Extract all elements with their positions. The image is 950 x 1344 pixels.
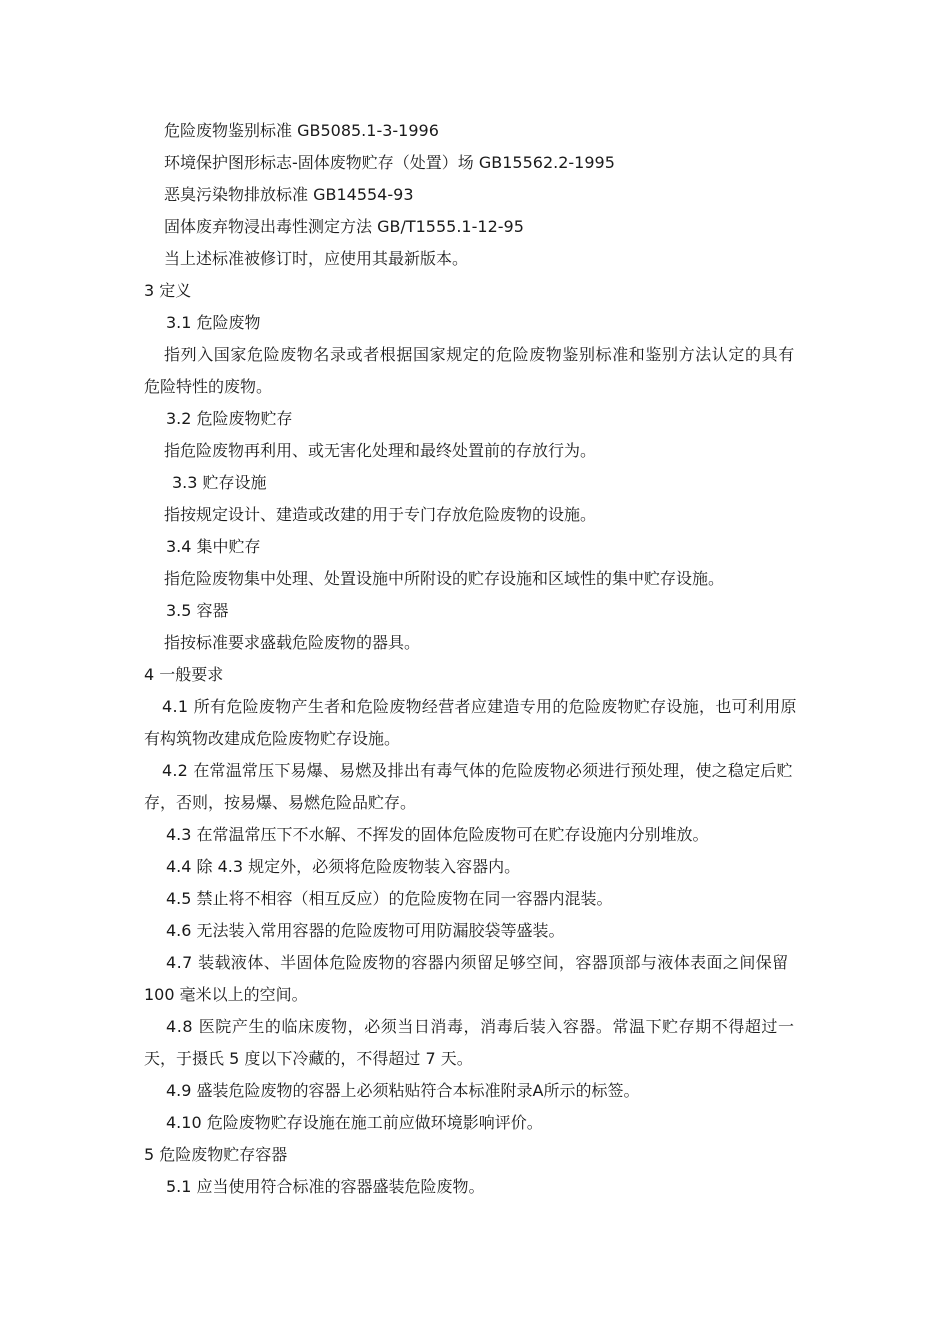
- paragraph: 指危险废物集中处理、处置设施中所附设的贮存设施和区域性的集中贮存设施。: [164, 569, 725, 588]
- clause: 4.5 禁止将不相容（相互反应）的危险废物在同一容器内混装。: [166, 889, 613, 908]
- clause: 4.2 在常温常压下易爆、易燃及排出有毒气体的危险废物必须进行预处理，使之稳定后贮: [162, 761, 793, 780]
- paragraph: 指列入国家危险废物名录或者根据国家规定的危险废物鉴别标准和鉴别方法认定的具有: [164, 345, 795, 364]
- clause: 4.4 除 4.3 规定外，必须将危险废物装入容器内。: [166, 857, 521, 876]
- clause: 4.10 危险废物贮存设施在施工前应做环境影响评价。: [166, 1113, 543, 1132]
- paragraph: 指按标准要求盛载危险废物的器具。: [164, 633, 421, 652]
- subsection-heading: 3.5 容器: [166, 601, 229, 620]
- subsection-heading: 3.4 集中贮存: [166, 537, 261, 556]
- clause-continuation: 天，于摄氏 5 度以下冷藏的，不得超过 7 天。: [144, 1049, 473, 1068]
- clause: 4.6 无法装入常用容器的危险废物可用防漏胶袋等盛装。: [166, 921, 565, 940]
- clause: 5.1 应当使用符合标准的容器盛装危险废物。: [166, 1177, 485, 1196]
- clause-continuation: 100 毫米以上的空间。: [144, 985, 308, 1004]
- clause: 4.9 盛装危险废物的容器上必须粘贴符合本标准附录A所示的标签。: [166, 1081, 640, 1100]
- clause: 4.7 装载液体、半固体危险废物的容器内须留足够空间，容器顶部与液体表面之间保留: [166, 953, 789, 972]
- paragraph: 指按规定设计、建造或改建的用于专门存放危险废物的设施。: [164, 505, 597, 524]
- paragraph: 指危险废物再利用、或无害化处理和最终处置前的存放行为。: [164, 441, 597, 460]
- section-heading: 5 危险废物贮存容器: [144, 1145, 288, 1164]
- section-heading: 3 定义: [144, 281, 192, 300]
- subsection-heading: 3.2 危险废物贮存: [166, 409, 293, 428]
- subsection-heading: 3.3 贮存设施: [172, 473, 267, 492]
- clause: 4.1 所有危险废物产生者和危险废物经营者应建造专用的危险废物贮存设施，也可利用原: [162, 697, 797, 716]
- clause-continuation: 存，否则，按易爆、易燃危险品贮存。: [144, 793, 417, 812]
- clause: 4.3 在常温常压下不水解、不挥发的固体危险废物可在贮存设施内分别堆放。: [166, 825, 709, 844]
- paragraph: 当上述标准被修订时，应使用其最新版本。: [164, 249, 469, 268]
- subsection-heading: 3.1 危险废物: [166, 313, 261, 332]
- reference-standard: 危险废物鉴别标准 GB5085.1-3-1996: [164, 121, 439, 140]
- section-heading: 4 一般要求: [144, 665, 224, 684]
- reference-standard: 环境保护图形标志-固体废物贮存（处置）场 GB15562.2-1995: [164, 153, 615, 172]
- paragraph-continuation: 危险特性的废物。: [144, 377, 273, 396]
- reference-standard: 恶臭污染物排放标准 GB14554-93: [164, 185, 414, 204]
- clause-continuation: 有构筑物改建成危险废物贮存设施。: [144, 729, 401, 748]
- reference-standard: 固体废弃物浸出毒性测定方法 GB/T1555.1-12-95: [164, 217, 524, 236]
- clause: 4.8 医院产生的临床废物，必须当日消毒，消毒后装入容器。常温下贮存期不得超过一: [166, 1017, 795, 1036]
